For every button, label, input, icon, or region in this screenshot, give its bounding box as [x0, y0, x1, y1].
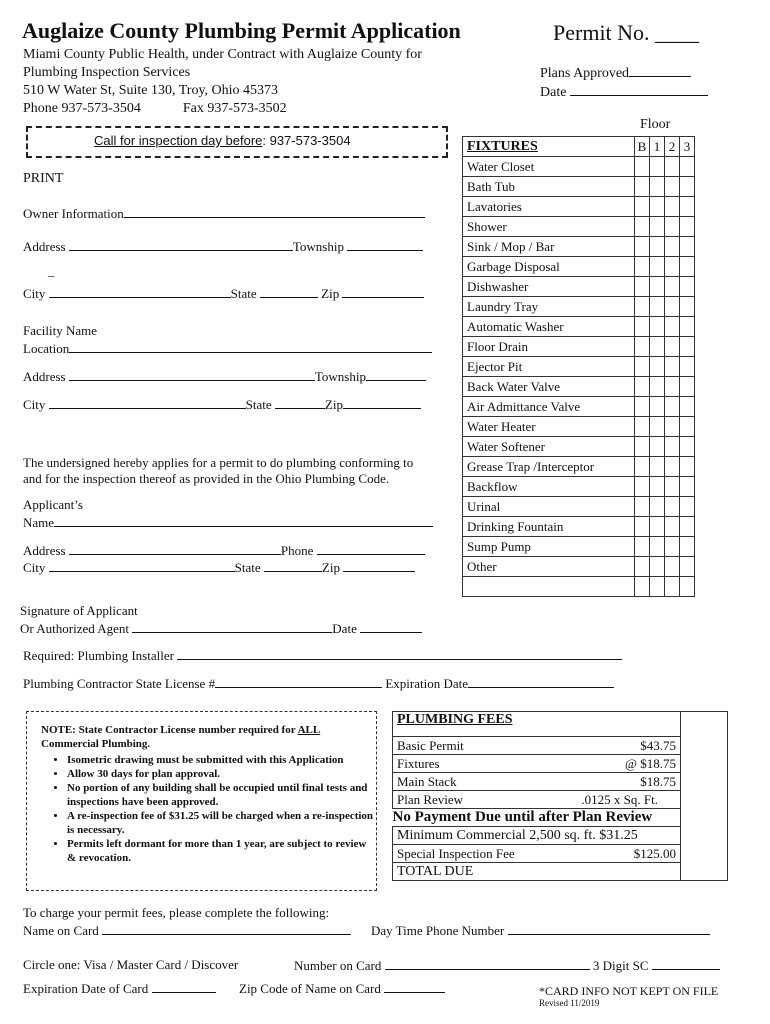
fixture-count-cell[interactable]: [650, 457, 665, 477]
fixture-count-cell[interactable]: [650, 397, 665, 417]
fixture-count-cell[interactable]: [635, 417, 650, 437]
applicant-address-label: Address: [23, 543, 66, 558]
signature-date-field[interactable]: [360, 620, 422, 633]
facility-city-field[interactable]: [49, 396, 246, 409]
applicant-zip-field[interactable]: [343, 559, 415, 572]
applicant-city-field[interactable]: [49, 559, 235, 572]
fixture-count-cell[interactable]: [665, 477, 680, 497]
fixture-name: Lavatories: [463, 197, 635, 217]
agency-block: [23, 46, 422, 118]
fixtures-header-row: [463, 137, 695, 157]
fixture-count-cell[interactable]: [650, 417, 665, 437]
fee-label: Basic Permit: [397, 737, 464, 753]
fixture-count-cell[interactable]: [680, 277, 695, 297]
owner-state-label: State: [230, 286, 257, 301]
fixture-count-cell[interactable]: [665, 337, 680, 357]
special-inspection-row: [393, 845, 681, 863]
note-bullet: • Allow 30 days for plan approval.: [67, 767, 376, 781]
agency-fax: Fax 937-573-3502: [182, 101, 287, 116]
owner-city-label: City: [23, 286, 46, 301]
fee-row: [393, 737, 681, 755]
facility-zip-field[interactable]: [343, 396, 421, 409]
fixture-name: Garbage Disposal: [463, 257, 635, 277]
fixture-count-cell[interactable]: [635, 357, 650, 377]
fee-value: @ $18.75: [625, 755, 676, 771]
fixture-name: [463, 577, 635, 597]
fixture-count-cell[interactable]: [680, 417, 695, 437]
fixture-count-cell[interactable]: [680, 517, 695, 537]
fixture-count-cell[interactable]: [680, 577, 695, 597]
fixture-count-cell[interactable]: [635, 337, 650, 357]
applicant-state-field[interactable]: [264, 559, 322, 572]
fixture-count-cell[interactable]: [635, 477, 650, 497]
special-inspection-label: Special Inspection Fee: [397, 845, 515, 861]
installer-label: Required: Plumbing Installer: [23, 648, 174, 663]
day-phone-field[interactable]: [508, 922, 710, 935]
date-approved-field[interactable]: [570, 83, 708, 96]
revised-date: Revised 11/2019: [539, 998, 600, 1008]
fixture-count-cell[interactable]: [635, 257, 650, 277]
fixture-count-cell[interactable]: [680, 297, 695, 317]
fixture-count-cell[interactable]: [650, 337, 665, 357]
applicant-address-field[interactable]: [69, 542, 281, 555]
fixture-count-cell[interactable]: [665, 197, 680, 217]
fixture-count-cell[interactable]: [665, 217, 680, 237]
fixture-name: Drinking Fountain: [463, 517, 635, 537]
fixture-count-cell[interactable]: [665, 577, 680, 597]
facility-address-row: [23, 368, 426, 385]
owner-info-row: [23, 205, 425, 222]
form-title: Auglaize County Plumbing Permit Application: [22, 18, 461, 43]
special-inspection-value: $125.00: [633, 845, 676, 861]
fixture-count-cell[interactable]: [680, 457, 695, 477]
inspection-call-number: : 937-573-3504: [262, 133, 351, 148]
fixture-name: Grease Trap /Interceptor: [463, 457, 635, 477]
fixture-count-cell[interactable]: [650, 497, 665, 517]
fixture-name: Back Water Valve: [463, 377, 635, 397]
note-bullet-list: [41, 753, 376, 865]
fixture-count-cell[interactable]: [635, 517, 650, 537]
fixture-count-cell[interactable]: [680, 217, 695, 237]
fixture-count-cell[interactable]: [680, 177, 695, 197]
card-zip-row: [239, 980, 445, 997]
fixture-count-cell[interactable]: [635, 317, 650, 337]
signature-field[interactable]: [132, 620, 332, 633]
declaration: [23, 455, 413, 487]
installer-row: [23, 647, 622, 664]
facility-city-label: City: [23, 397, 46, 412]
fee-label: Plan Review: [397, 791, 464, 807]
fixture-count-cell[interactable]: [680, 497, 695, 517]
inspection-call-banner: [26, 126, 448, 158]
fixture-row: [463, 437, 695, 457]
fixture-name: Floor Drain: [463, 337, 635, 357]
fixture-count-cell[interactable]: [650, 377, 665, 397]
owner-address-field[interactable]: [69, 238, 293, 251]
fixture-count-cell[interactable]: [650, 157, 665, 177]
fixture-row: [463, 577, 695, 597]
applicant-city-row: [23, 559, 415, 576]
fee-row: [393, 791, 681, 809]
declaration-line-1: The undersigned hereby applies for a permit to do plumbing conforming to: [23, 455, 414, 470]
fixture-row: [463, 157, 695, 177]
fee-row: [393, 755, 681, 773]
fixture-name: Water Closet: [463, 157, 635, 177]
fixture-count-cell[interactable]: [635, 457, 650, 477]
card-type-selector[interactable]: Circle one: Visa / Master Card / Discover: [23, 957, 239, 972]
fixture-name: Ejector Pit: [463, 357, 635, 377]
fixture-count-cell[interactable]: [635, 297, 650, 317]
applicant-name-row: [23, 514, 433, 531]
fixture-count-cell[interactable]: [650, 437, 665, 457]
fixture-name: Laundry Tray: [463, 297, 635, 317]
license-label: Plumbing Contractor State License #: [23, 676, 216, 691]
card-number-field[interactable]: [385, 957, 590, 970]
fixture-name: Dishwasher: [463, 277, 635, 297]
name-on-card-field[interactable]: [102, 922, 351, 935]
note-lead: NOTE: State Contractor License number required for: [41, 724, 298, 736]
fee-value: .0125 x Sq. Ft.: [581, 791, 658, 807]
date-approved-label: Date: [540, 85, 567, 100]
fee-label: Fixtures: [397, 755, 440, 771]
fixture-count-cell[interactable]: [680, 237, 695, 257]
location-row: [23, 340, 432, 357]
fixture-count-cell[interactable]: [650, 277, 665, 297]
owner-zip-label: Zip: [321, 286, 340, 301]
applicant-zip-label: Zip: [321, 560, 340, 575]
card-zip-field[interactable]: [384, 980, 445, 993]
facility-name-label: Facility Name: [23, 323, 98, 338]
security-code-field[interactable]: [652, 957, 720, 970]
fees-amount-column[interactable]: [681, 712, 728, 881]
owner-address-row: [23, 238, 423, 255]
fixture-name: Water Softener: [463, 437, 635, 457]
signature-date-label: Date: [332, 621, 357, 636]
fixture-count-cell[interactable]: [680, 537, 695, 557]
fixture-name: Other: [463, 557, 635, 577]
day-phone-label: Day Time Phone Number: [371, 923, 505, 938]
expiration-field[interactable]: [468, 675, 614, 688]
fixture-row: [463, 497, 695, 517]
facility-address-field[interactable]: [69, 368, 315, 381]
owner-township-field[interactable]: [347, 238, 423, 251]
fixture-count-cell[interactable]: [665, 517, 680, 537]
day-phone-row: [371, 922, 710, 939]
fixture-count-cell[interactable]: [680, 377, 695, 397]
card-expiration-field[interactable]: [152, 980, 216, 993]
fixture-row: [463, 517, 695, 537]
agency-line-2: Plumbing Inspection Services: [23, 65, 191, 80]
owner-township-label: Township: [292, 239, 344, 254]
facility-city-row: [23, 396, 421, 413]
name-on-card-label: Name on Card: [23, 923, 99, 938]
fixture-count-cell[interactable]: [635, 197, 650, 217]
fixture-count-cell[interactable]: [680, 437, 695, 457]
fixture-count-cell[interactable]: [665, 457, 680, 477]
card-zip-label: Zip Code of Name on Card: [239, 981, 381, 996]
owner-info-field[interactable]: [124, 205, 425, 218]
note-bullet: • No portion of any building shall be occupied until final tests and inspections have been approved.: [67, 781, 376, 809]
applicant-name-field[interactable]: [54, 514, 433, 527]
note-bullet: • Isometric drawing must be submitted with this Application: [67, 753, 376, 767]
declaration-line-2: and for the inspection thereof as provided in the Ohio Plumbing Code.: [23, 471, 390, 486]
fixture-row: [463, 457, 695, 477]
security-code-label: 3 Digit SC: [592, 958, 649, 973]
fixture-count-cell[interactable]: [650, 517, 665, 537]
location-label: Location: [23, 341, 70, 356]
fixture-count-cell[interactable]: [635, 237, 650, 257]
fixture-count-cell[interactable]: [680, 197, 695, 217]
fixture-count-cell[interactable]: [680, 157, 695, 177]
facility-state-field[interactable]: [275, 396, 325, 409]
fixture-name: Water Heater: [463, 417, 635, 437]
fixture-name: Automatic Washer: [463, 317, 635, 337]
license-row: [23, 675, 614, 692]
fixture-count-cell[interactable]: [680, 477, 695, 497]
signature-label-1: Signature of Applicant: [20, 603, 138, 618]
applicant-state-label: State: [234, 560, 261, 575]
fixture-count-cell[interactable]: [665, 417, 680, 437]
fixture-count-cell[interactable]: [665, 277, 680, 297]
fixture-count-cell[interactable]: [680, 337, 695, 357]
stray-dash: _: [48, 263, 55, 278]
fixture-count-cell[interactable]: [650, 317, 665, 337]
no-payment-note: No Payment Due until after Plan Review: [392, 809, 653, 825]
plumbing-fees-table: [392, 711, 728, 881]
signature-row: [20, 620, 422, 637]
fixture-count-cell[interactable]: [665, 537, 680, 557]
signature-label-2: Or Authorized Agent: [20, 621, 130, 636]
fixture-count-cell[interactable]: [665, 437, 680, 457]
fixture-count-cell[interactable]: [680, 397, 695, 417]
card-expiration-label: Expiration Date of Card: [23, 981, 149, 996]
fixture-row: [463, 197, 695, 217]
fixture-count-cell[interactable]: [635, 577, 650, 597]
fixture-name: Bath Tub: [463, 177, 635, 197]
fixture-count-cell[interactable]: [665, 557, 680, 577]
fixture-count-cell[interactable]: [635, 177, 650, 197]
applicant-phone-label: Phone: [280, 543, 314, 558]
facility-address-label: Address: [23, 369, 66, 384]
floor-header-1: 1: [650, 137, 665, 157]
fixture-count-cell[interactable]: [635, 217, 650, 237]
fixture-row: [463, 277, 695, 297]
fixture-row: [463, 477, 695, 497]
fixture-count-cell[interactable]: [635, 537, 650, 557]
fixture-count-cell[interactable]: [665, 317, 680, 337]
expiration-label: Expiration Date: [385, 676, 468, 691]
fixture-row: [463, 237, 695, 257]
floor-header-B: B: [635, 137, 650, 157]
installer-field[interactable]: [177, 647, 622, 660]
fixture-count-cell[interactable]: [650, 477, 665, 497]
print-label: PRINT: [23, 171, 64, 186]
fee-row: [393, 773, 681, 791]
fixture-count-cell[interactable]: [665, 357, 680, 377]
fixture-row: [463, 557, 695, 577]
fixture-count-cell[interactable]: [635, 397, 650, 417]
date-approved-row: [540, 83, 708, 101]
fixture-name: Shower: [463, 217, 635, 237]
fixture-count-cell[interactable]: [635, 277, 650, 297]
facility-state-label: State: [245, 397, 272, 412]
card-expiration-row: [23, 980, 216, 997]
applicant-address-row: [23, 542, 425, 559]
name-on-card-row: [23, 922, 351, 939]
fixture-name: Urinal: [463, 497, 635, 517]
applicant-name-label: Name: [23, 515, 55, 530]
payment-intro: To charge your permit fees, please complete the following:: [23, 905, 330, 920]
floor-header-2: 2: [665, 137, 680, 157]
fixture-row: [463, 217, 695, 237]
owner-address-label: Address: [23, 239, 66, 254]
fixture-row: [463, 537, 695, 557]
owner-city-row: [23, 285, 424, 302]
card-info-notice: *CARD INFO NOT KEPT ON FILE: [539, 984, 719, 998]
fixture-count-cell[interactable]: [635, 377, 650, 397]
fixture-count-cell[interactable]: [680, 557, 695, 577]
fixture-count-cell[interactable]: [680, 257, 695, 277]
fixture-count-cell[interactable]: [665, 497, 680, 517]
fixture-count-cell[interactable]: [635, 497, 650, 517]
fixtures-table: [462, 136, 695, 597]
agency-phone: Phone 937-573-3504: [23, 101, 141, 116]
fixture-count-cell[interactable]: [680, 357, 695, 377]
plans-approved-field[interactable]: [629, 64, 691, 77]
fixture-count-cell[interactable]: [665, 177, 680, 197]
fixture-count-cell[interactable]: [650, 257, 665, 277]
card-number-label: Number on Card: [294, 958, 382, 973]
facility-township-field[interactable]: [366, 368, 426, 381]
fixture-name: Sink / Mop / Bar: [463, 237, 635, 257]
fixture-count-cell[interactable]: [635, 157, 650, 177]
fixture-row: [463, 257, 695, 277]
fixture-count-cell[interactable]: [650, 237, 665, 257]
fixture-count-cell[interactable]: [650, 537, 665, 557]
fixture-count-cell[interactable]: [665, 257, 680, 277]
inspection-call-label: Call for inspection day before: [94, 133, 263, 148]
fixture-count-cell[interactable]: [650, 357, 665, 377]
fixture-count-cell[interactable]: [650, 297, 665, 317]
location-field[interactable]: [69, 340, 432, 353]
fixture-row: [463, 337, 695, 357]
owner-state-field[interactable]: [260, 285, 318, 298]
owner-city-field[interactable]: [49, 285, 231, 298]
fee-value: $18.75: [640, 773, 676, 789]
note-all: ALL: [297, 724, 321, 736]
facility-zip-label: Zip: [324, 397, 343, 412]
card-number-row: [294, 957, 720, 974]
permit-number-label: Permit No. ____: [553, 20, 700, 45]
agency-address: 510 W Water St, Suite 130, Troy, Ohio 45373: [23, 83, 279, 98]
applicant-label: Applicant’s: [23, 497, 83, 512]
fixture-count-cell[interactable]: [650, 177, 665, 197]
fixture-count-cell[interactable]: [650, 557, 665, 577]
fixture-count-cell[interactable]: [665, 297, 680, 317]
fixture-name: Air Admittance Valve: [463, 397, 635, 417]
fees-header: PLUMBING FEES: [397, 712, 513, 727]
fee-value: $43.75: [640, 737, 676, 753]
fixture-count-cell[interactable]: [650, 217, 665, 237]
fixture-count-cell[interactable]: [665, 377, 680, 397]
fixture-row: [463, 417, 695, 437]
applicant-phone-field[interactable]: [317, 542, 425, 555]
fixture-name: Sump Pump: [463, 537, 635, 557]
fixture-row: [463, 177, 695, 197]
owner-info-label: Owner Information: [23, 206, 124, 221]
fixture-count-cell[interactable]: [680, 317, 695, 337]
fixture-count-cell[interactable]: [635, 557, 650, 577]
facility-township-label: Township: [314, 369, 366, 384]
floor-header-3: 3: [680, 137, 695, 157]
total-due-row: TOTAL DUE: [393, 863, 681, 881]
fixture-row: [463, 357, 695, 377]
minimum-commercial-row: Minimum Commercial 2,500 sq. ft. $31.25: [393, 827, 681, 845]
fixture-row: [463, 397, 695, 417]
fixture-count-cell[interactable]: [665, 397, 680, 417]
plans-approved-row: [540, 64, 691, 82]
plans-approved-label: Plans Approved: [540, 66, 630, 81]
fixture-count-cell[interactable]: [650, 197, 665, 217]
note-box: [26, 711, 377, 891]
fixture-row: [463, 297, 695, 317]
floor-label: Floor: [640, 117, 671, 132]
applicant-city-label: City: [23, 560, 46, 575]
fixture-count-cell[interactable]: [650, 577, 665, 597]
fixture-row: [463, 317, 695, 337]
fixture-count-cell[interactable]: [665, 157, 680, 177]
fixtures-header: FIXTURES: [463, 137, 635, 157]
agency-line-1: Miami County Public Health, under Contract with Auglaize County for: [23, 47, 422, 62]
fee-label: Main Stack: [397, 773, 457, 789]
license-field[interactable]: [215, 675, 382, 688]
note-lead-2: Commercial Plumbing.: [41, 738, 151, 750]
fixture-count-cell[interactable]: [635, 437, 650, 457]
note-bullet: • Permits left dormant for more than 1 year, are subject to review & revocation.: [67, 837, 376, 865]
note-bullet: • A re-inspection fee of $31.25 will be charged when a re-inspection is necessary.: [67, 809, 376, 837]
fixture-count-cell[interactable]: [665, 237, 680, 257]
owner-zip-field[interactable]: [342, 285, 424, 298]
fixture-row: [463, 377, 695, 397]
fixture-name: Backflow: [463, 477, 635, 497]
